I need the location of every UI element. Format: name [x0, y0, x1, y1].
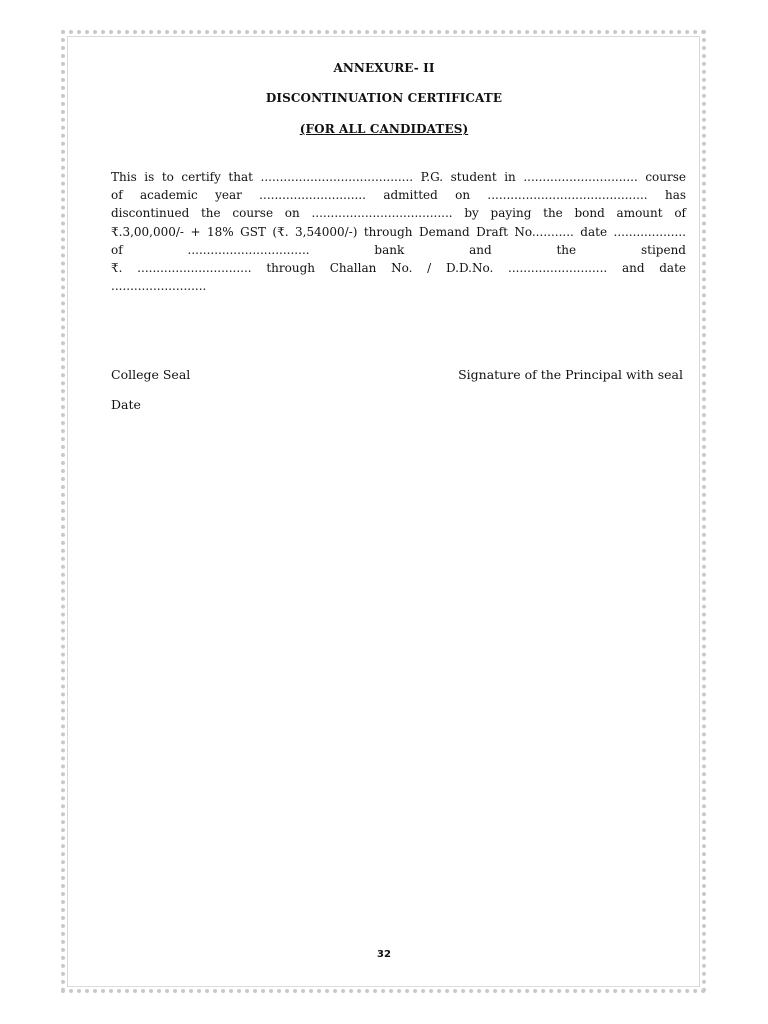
page-number: 32	[377, 949, 391, 960]
body-line: ₹.3,00,000/- + 18% GST (₹. 3,54000/-) through Demand Draft No........... date ...................	[111, 224, 686, 239]
body-line: .........................	[111, 279, 207, 294]
body-line: This is to certify that ........................................ P.G. student in .............................. course	[111, 170, 686, 184]
date-label: Date	[111, 397, 141, 412]
certificate-subtitle: (FOR ALL CANDIDATES)	[299, 122, 469, 136]
principal-signature-label: Signature of the Principal with seal	[458, 367, 683, 382]
college-seal-label: College Seal	[111, 367, 191, 382]
body-line: of ................................ bank and the stipend	[111, 242, 686, 257]
body-line: of academic year ............................ admitted on .......................................... has	[111, 188, 686, 203]
annexure-heading: ANNEXURE- II	[333, 61, 435, 75]
certificate-body	[111, 168, 686, 295]
body-line: ₹. .............................. through Challan No. / D.D.No. .......................... and date	[111, 260, 686, 275]
signature-row	[111, 367, 683, 382]
body-line: discontinued the course on ..................................... by paying the bond amount of	[111, 206, 686, 221]
certificate-title: DISCONTINUATION CERTIFICATE	[265, 91, 503, 105]
